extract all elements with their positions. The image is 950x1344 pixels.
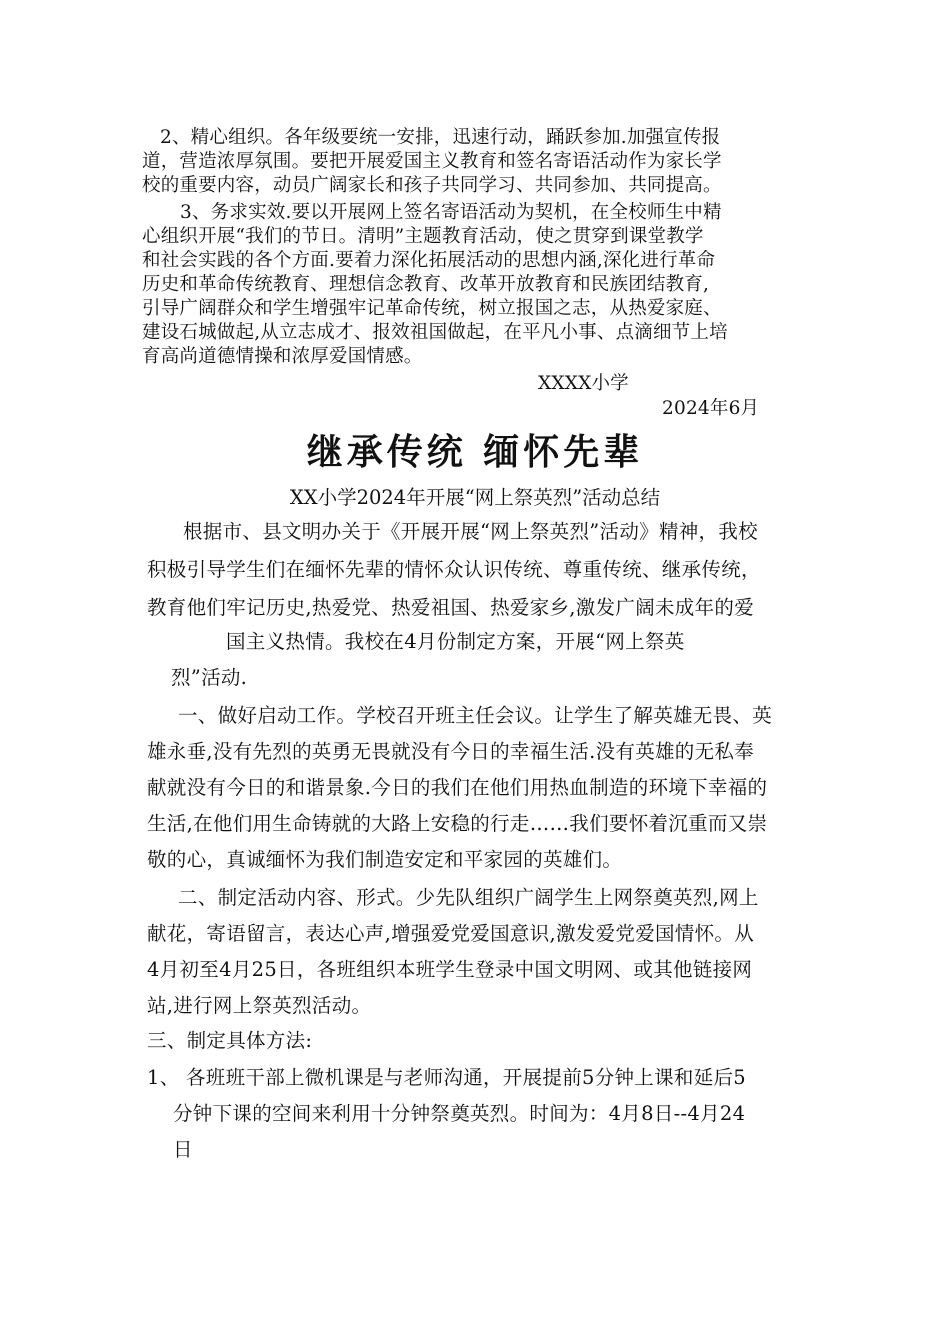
intro-line: 积极引导学生们在缅怀先辈的情怀众认识传统、尊重传统、继承传统，	[147, 558, 761, 581]
item1-line: 1、 各班班干部上微机课是与老师沟通，开展提前5分钟上课和延后5	[147, 1066, 747, 1089]
para3-line: 引导广阔群众和学生增强牢记革命传统，树立报国之志，从热爱家庭、	[142, 298, 722, 319]
intro-line: 教育他们牢记历史,热爱党、热爱祖国、热爱家乡,激发广阔未成年的爱	[147, 596, 754, 619]
intro-line: 国主义热情。我校在4月份制定方案，开展“网上祭英	[226, 630, 685, 653]
section1-line: 献就没有今日的和谐景象.今日的我们在他们用热血制造的环境下幸福的	[147, 776, 768, 799]
item1-line: 日	[173, 1138, 193, 1161]
article-subtitle: XX小学2024年开展“网上祭英烈”活动总结	[289, 486, 661, 509]
para3-line: 育高尚道德情操和浓厚爱国情感。	[142, 346, 423, 367]
para2-line: 2、精心组织。各年级要统一安排，迅速行动，踊跃参加.加强宣传报	[160, 127, 721, 148]
para3-line: 历史和革命传统教育、理想信念教育、改革开放教育和民族团结教育,	[142, 274, 710, 295]
signature: XXXX小学	[538, 373, 629, 394]
section1-line: 一、做好启动工作。学校召开班主任会议。让学生了解英雄无畏、英	[178, 704, 773, 727]
para3-line: 心组织开展“我们的节日。清明”主题教育活动，使之贯穿到课堂教学	[142, 226, 704, 247]
section1-line: 敬的心，真诚缅怀为我们制造安定和平家园的英雄们。	[147, 848, 623, 871]
section2-line: 站,进行网上祭英烈活动。	[147, 994, 372, 1017]
para3-line: 建设石城做起,从立志成才、报效祖国做起，在平凡小事、点滴细节上培	[142, 322, 728, 343]
para2-line: 道，营造浓厚氛围。要把开展爱国主义教育和签名寄语活动作为家长学	[142, 151, 722, 172]
date: 2024年6月	[662, 398, 760, 419]
para3-line: 和社会实践的各个方面.要着力深化拓展活动的思想内涵,深化进行革命	[142, 250, 716, 271]
article-title: 继承传统 缅怀先辈	[306, 432, 644, 473]
section2-line: 4月初至4月25日，各班组织本班学生登录中国文明网、或其他链接网	[147, 958, 753, 981]
item1-line: 分钟下课的空间来利用十分钟祭奠英烈。时间为：4月8日--4月24	[173, 1102, 746, 1125]
section2-line: 献花，寄语留言，表达心声,增强爱党爱国意识,激发爱党爱国情怀。从	[147, 922, 754, 945]
para3-line: 3、务求实效.要以开展网上签名寄语活动为契机，在全校师生中精	[180, 202, 722, 223]
intro-line: 根据市、县文明办关于《开展开展“网上祭英烈”活动》精神，我校	[183, 520, 758, 543]
intro-line: 烈”活动.	[171, 666, 248, 689]
section2-line: 二、制定活动内容、形式。少先队组织广阔学生上网祭奠英烈,网上	[178, 886, 759, 909]
section1-line: 生活,在他们用生命铸就的大路上安稳的行走……我们要怀着沉重而又崇	[147, 812, 768, 835]
para2-line: 校的重要内容，动员广阔家长和孩子共同学习、共同参加、共同提高。	[142, 175, 722, 196]
section1-line: 雄永垂,没有先烈的英勇无畏就没有今日的幸福生活.没有英雄的无私奉	[147, 740, 754, 763]
section3-heading: 三、制定具体方法:	[147, 1029, 313, 1052]
